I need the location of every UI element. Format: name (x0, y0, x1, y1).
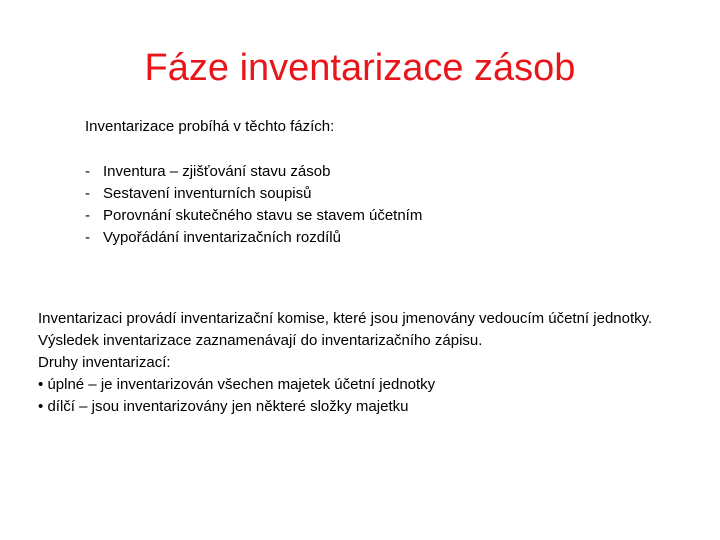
type-text: úplné – je inventarizován všechen majetek účetní jednotky (47, 376, 436, 393)
commission-paragraph: Inventarizaci provádí inventarizační komise, které jsou jmenovány vedoucím účetní jednotky. (38, 310, 653, 327)
list-item (38, 396, 688, 418)
list-item (85, 205, 422, 227)
intro-text: Inventarizace probíhá v těchto fázích: (85, 118, 335, 135)
result-paragraph: Výsledek inventarizace zaznamenávají do inventarizačního zápisu. (38, 332, 483, 349)
bullet-marker: • (38, 398, 44, 415)
list-item (38, 374, 688, 396)
body-text-block (38, 308, 688, 418)
dash-marker: - (85, 185, 90, 202)
phase-text: Inventura – zjišťování stavu zásob (103, 163, 331, 180)
list-item (85, 161, 422, 183)
phase-text: Sestavení inventurních soupisů (103, 185, 312, 202)
phase-text: Vypořádání inventarizačních rozdílů (103, 229, 341, 246)
dash-marker: - (85, 229, 90, 246)
list-item (85, 227, 422, 249)
phase-text: Porovnání skutečného stavu se stavem účetním (103, 207, 423, 224)
list-item (85, 183, 422, 205)
type-text: dílčí – jsou inventarizovány jen některé složky majetku (47, 398, 409, 415)
dash-marker: - (85, 207, 90, 224)
types-heading: Druhy inventarizací: (38, 354, 171, 371)
bullet-marker: • (38, 376, 44, 393)
phase-list (85, 161, 422, 249)
dash-marker: - (85, 163, 90, 180)
slide-title: Fáze inventarizace zásob (144, 47, 576, 89)
